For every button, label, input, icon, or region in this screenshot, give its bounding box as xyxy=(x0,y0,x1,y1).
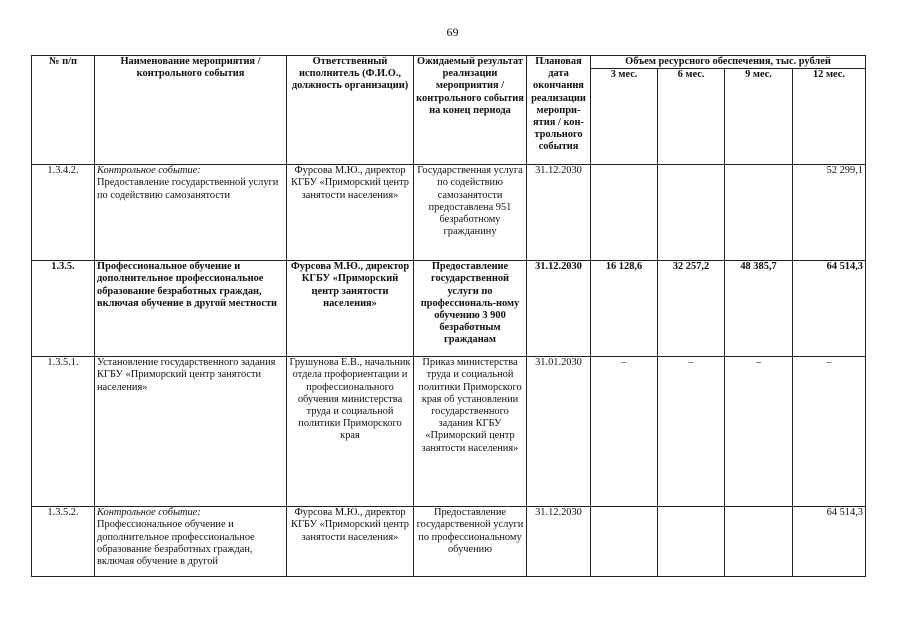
control-event-label: Контрольное событие: xyxy=(97,165,201,177)
row-date: 31.12.2030 xyxy=(527,507,591,577)
row-6-months: 32 257,2 xyxy=(658,261,725,357)
row-executor: Фурсова М.Ю., директор КГБУ «Приморский центр занятости населения» xyxy=(287,507,414,577)
header-6-months: 6 мес. xyxy=(658,69,725,165)
row-executor: Фурсова М.Ю., директор КГБУ «Приморский центр занятости населения» xyxy=(287,165,414,261)
row-name xyxy=(95,165,287,261)
activities-table xyxy=(31,55,866,577)
row-9-months: – xyxy=(725,357,793,507)
row-6-months: – xyxy=(658,357,725,507)
row-result: Государственная услуга по содействию самозанятости предоставлена 951 безработному гражданину xyxy=(414,165,527,261)
control-event-label: Контрольное событие: xyxy=(97,507,201,519)
row-num: 1.3.5.1. xyxy=(32,357,95,507)
row-name: Профессиональное обучение и дополнительное профессиональное образование безработных граждан, включая обучение в другой местности xyxy=(95,261,287,357)
row-12-months: 52 299,1 xyxy=(793,165,866,261)
row-name xyxy=(95,507,287,577)
row-12-months: – xyxy=(793,357,866,507)
table-row xyxy=(32,165,866,261)
header-result: Ожидаемый результат реализации мероприятия / контрольного события на конец периода xyxy=(414,56,527,165)
row-num: 1.3.5. xyxy=(32,261,95,357)
row-name: Установление государственного задания КГБУ «Приморский центр занятости населения» xyxy=(95,357,287,507)
table-row xyxy=(32,261,866,357)
row-9-months xyxy=(725,165,793,261)
row-3-months xyxy=(591,165,658,261)
row-result: Предоставление государственной услуги по профессиональ-ному обучению 3 900 безработным гражданам xyxy=(414,261,527,357)
header-9-months: 9 мес. xyxy=(725,69,793,165)
row-num: 1.3.4.2. xyxy=(32,165,95,261)
row-12-months: 64 514,3 xyxy=(793,261,866,357)
row-3-months: 16 128,6 xyxy=(591,261,658,357)
row-12-months: 64 514,3 xyxy=(793,507,866,577)
row-name-text: Профессиональное обучение и дополнительное профессиональное образование безработных граждан, включая обучение в другой xyxy=(97,519,255,568)
table-row xyxy=(32,507,866,577)
header-name: Наименование мероприятия / контрольного события xyxy=(95,56,287,165)
row-6-months xyxy=(658,165,725,261)
header-executor: Ответственный исполнитель (Ф.И.О., должность организации) xyxy=(287,56,414,165)
header-12-months: 12 мес. xyxy=(793,69,866,165)
row-9-months xyxy=(725,507,793,577)
row-3-months xyxy=(591,507,658,577)
row-date: 31.12.2030 xyxy=(527,165,591,261)
header-funding-group: Объем ресурсного обеспечения, тыс. рублей xyxy=(591,56,866,69)
row-executor: Грушунова Е.В., начальник отдела профориентации и профессионального обучения министерства труда и социальной политики Приморского края xyxy=(287,357,414,507)
header-date: Плановая дата окончания реализации меропри-ятия / кон-трольного события xyxy=(527,56,591,165)
row-date: 31.12.2030 xyxy=(527,261,591,357)
row-date: 31.01.2030 xyxy=(527,357,591,507)
row-result: Приказ министерства труда и социальной политики Приморского края об установлении государственного задания КГБУ «Приморский центр занятости населения» xyxy=(414,357,527,507)
row-3-months: – xyxy=(591,357,658,507)
header-3-months: 3 мес. xyxy=(591,69,658,165)
page-number: 69 xyxy=(446,25,459,39)
row-9-months: 48 385,7 xyxy=(725,261,793,357)
row-result: Предоставление государственной услуги по профессиональному обучению xyxy=(414,507,527,577)
row-executor: Фурсова М.Ю., директор КГБУ «Приморский центр занятости населения» xyxy=(287,261,414,357)
row-name-text: Предоставление государственной услуги по содействию самозанятости xyxy=(97,177,279,201)
row-num: 1.3.5.2. xyxy=(32,507,95,577)
table-row xyxy=(32,357,866,507)
row-6-months xyxy=(658,507,725,577)
header-num: № п/п xyxy=(32,56,95,165)
